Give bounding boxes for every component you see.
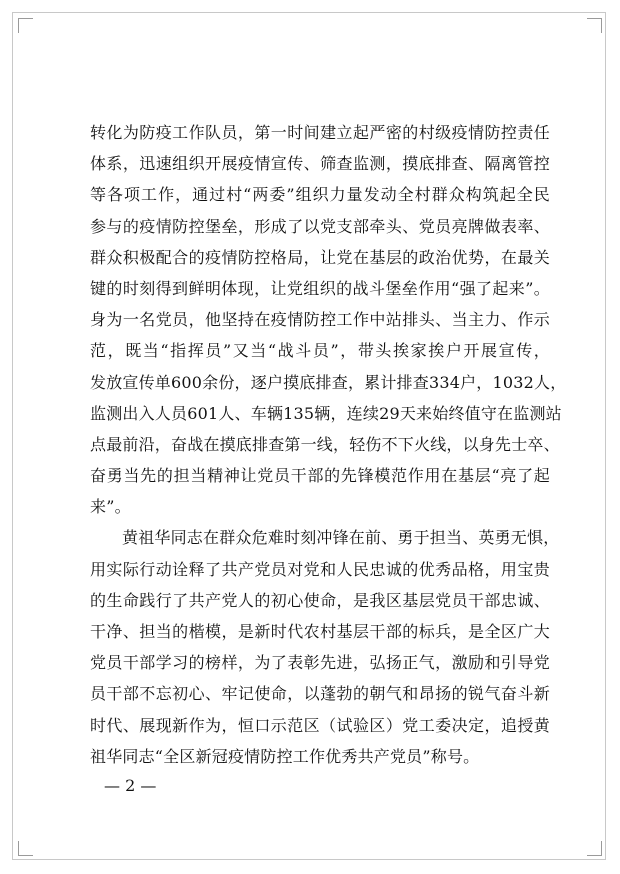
paragraph-first-line: 黄祖华同志在群众危难时刻冲锋在前、勇于担当、英勇无惧，: [122, 528, 560, 548]
text-line: 范，既当“指挥员”又当“战斗员”，带头挨家挨户开展宣传，: [90, 341, 550, 361]
text-line: 身为一名党员，他坚持在疫情防控工作中站排头、当主力、作示: [90, 310, 550, 330]
text-line: 党员干部学习的榜样，为了表彰先进，弘扬正气，激励和引导党: [90, 653, 550, 673]
text-line: 用实际行动诠释了共产党员对党和人民忠诚的优秀品格，用宝贵: [90, 559, 550, 579]
text-line: 发放宣传单600余份，逐户摸底排查，累计排查334户，1032人，: [90, 372, 567, 392]
body-text: [90, 117, 567, 772]
text-line: 参与的疫情防控堡垒，形成了以党支部牵头、党员亮牌做表率、: [90, 216, 550, 236]
text-line: 干净、担当的楷模，是新时代农村基层干部的标兵，是全区广大: [90, 622, 550, 641]
crop-mark-bottom-left: [18, 841, 33, 856]
text-line: 转化为防疫工作队员，第一时间建立起严密的村级疫情防控责任: [90, 123, 550, 142]
text-line: 点最前沿，奋战在摸底排查第一线，轻伤不下火线，以身先士卒、: [90, 434, 560, 454]
crop-mark-top-right: [587, 18, 602, 33]
text-line: 体系，迅速组织开展疫情宣传、筛查监测，摸底排查、隔离管控: [90, 154, 550, 174]
text-line: 监测出入人员601人、车辆135辆，连续29天来始终值守在监测站: [90, 403, 562, 423]
text-line: 键的时刻得到鲜明体现，让党组织的战斗堡垒作用“强了起来”。: [90, 278, 550, 298]
text-line: 时代、展现新作为，恒口示范区（试验区）党工委决定，追授黄: [90, 715, 550, 735]
text-line: 的生命践行了共产党人的初心使命，是我区基层党员干部忠诚、: [90, 590, 550, 610]
text-line: 祖华同志“全区新冠疫情防控工作优秀共产党员”称号。: [90, 746, 480, 766]
text-line: 来”。: [90, 497, 131, 517]
text-line: 等各项工作，通过村“两委”组织力量发动全村群众构筑起全民: [90, 185, 550, 205]
text-line: 奋勇当先的担当精神让党员干部的先锋模范作用在基层“亮了起: [90, 466, 550, 486]
page-number: — 2 —: [104, 776, 157, 795]
crop-mark-bottom-right: [587, 841, 602, 856]
crop-mark-top-left: [18, 18, 33, 33]
text-line: 群众积极配合的疫情防控格局，让党在基层的政治优势，在最关: [90, 247, 550, 267]
text-line: 员干部不忘初心、牢记使命，以蓬勃的朝气和昂扬的锐气奋斗新: [90, 684, 550, 704]
